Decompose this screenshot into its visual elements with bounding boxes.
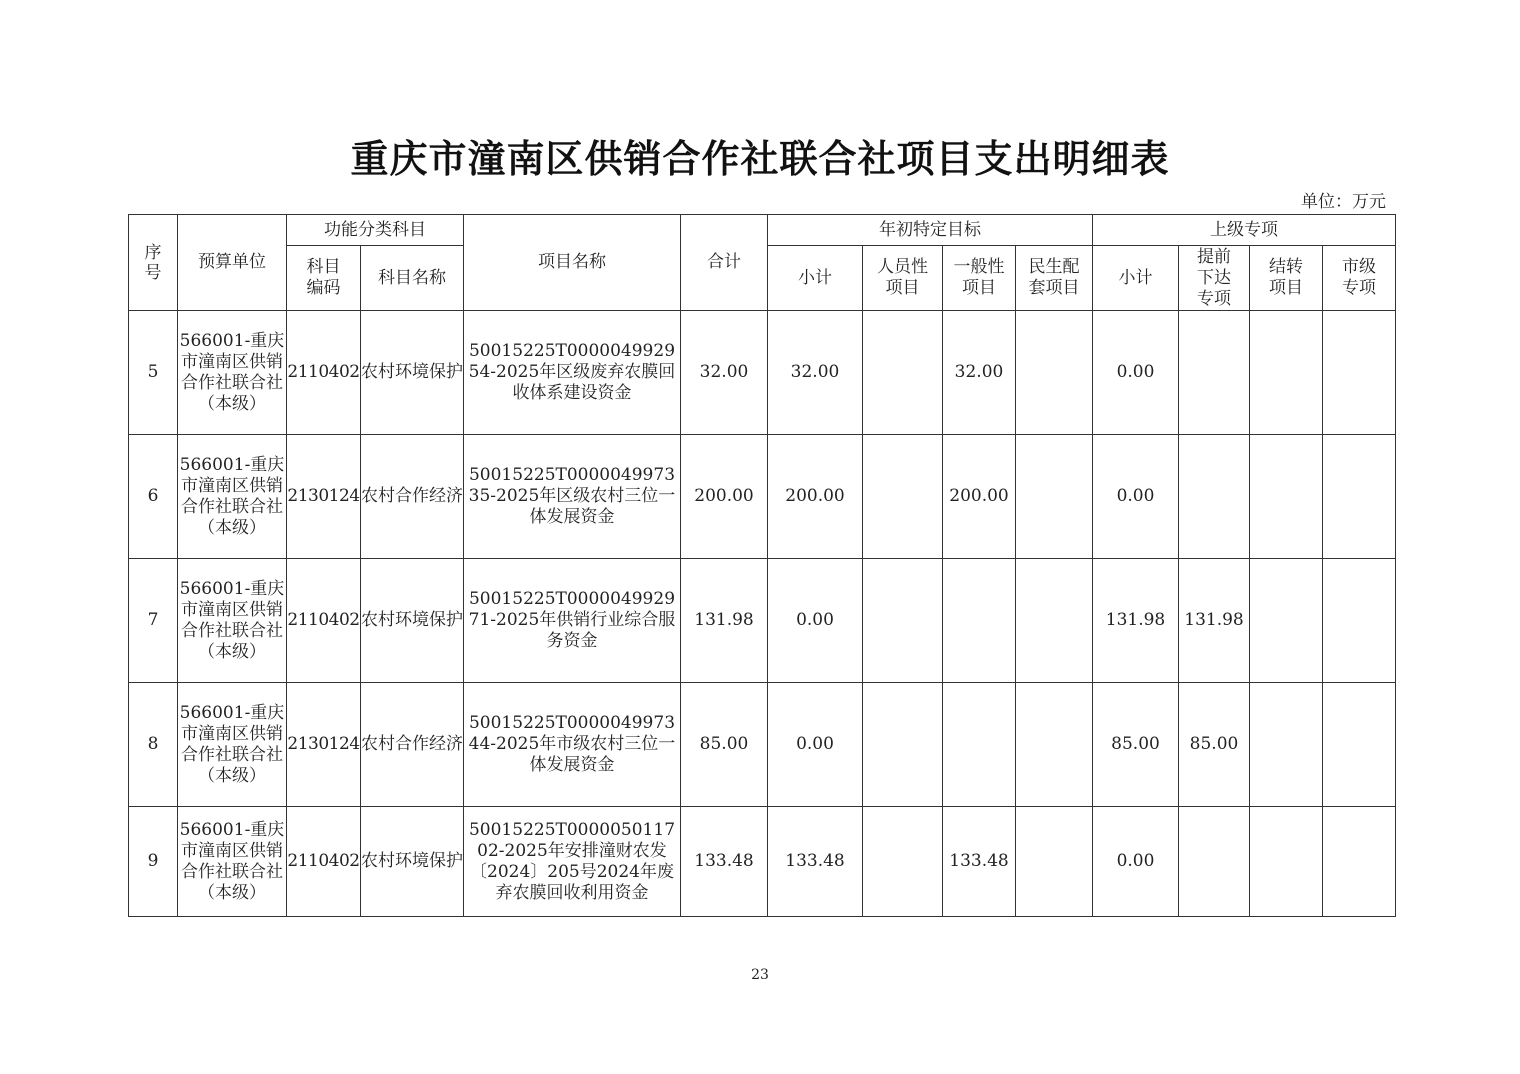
seq-cell: 7 [129,559,178,683]
total-cell: 200.00 [681,435,768,559]
general-cell: 32.00 [943,311,1016,435]
subject-code-cell: 2130124 [287,683,361,807]
budget-unit-cell: 566001-重庆市潼南区供销合作社联合社（本级） [178,807,287,917]
header-func-group: 功能分类科目 [287,215,464,246]
total-cell: 32.00 [681,311,768,435]
seq-cell: 6 [129,435,178,559]
budget-unit-cell: 566001-重庆市潼南区供销合作社联合社（本级） [178,683,287,807]
carryover-cell [1250,311,1323,435]
personnel-cell [863,807,943,917]
city-cell [1323,435,1396,559]
subject-name-cell: 农村合作经济 [361,683,464,807]
header-row-1 [129,215,1396,246]
header-annual-subtotal: 小计 [768,246,863,311]
city-cell [1323,311,1396,435]
subject-name-cell: 农村环境保护 [361,559,464,683]
annual-subtotal-cell: 200.00 [768,435,863,559]
annual-subtotal-cell: 0.00 [768,683,863,807]
budget-unit-cell: 566001-重庆市潼南区供销合作社联合社（本级） [178,311,287,435]
general-cell [943,683,1016,807]
carryover-cell [1250,435,1323,559]
advance-cell: 131.98 [1179,559,1250,683]
project-name-cell: 50015225T000005011702-2025年安排潼财农发〔2024〕205号2024年废弃农膜回收利用资金 [464,807,681,917]
city-cell [1323,683,1396,807]
header-advance: 提前下达专项 [1179,246,1250,311]
livelihood-cell [1016,559,1093,683]
project-name-cell: 50015225T000004992971-2025年供销行业综合服务资金 [464,559,681,683]
header-personnel: 人员性项目 [863,246,943,311]
subject-name-cell: 农村环境保护 [361,807,464,917]
upper-subtotal-cell: 0.00 [1093,311,1179,435]
personnel-cell [863,435,943,559]
table-row [129,559,1396,683]
subject-code-cell: 2110402 [287,311,361,435]
header-subject-name: 科目名称 [361,246,464,311]
annual-subtotal-cell: 32.00 [768,311,863,435]
upper-subtotal-cell: 0.00 [1093,435,1179,559]
header-annual-group: 年初特定目标 [768,215,1093,246]
project-name-cell: 50015225T000004997344-2025年市级农村三位一体发展资金 [464,683,681,807]
budget-unit-cell: 566001-重庆市潼南区供销合作社联合社（本级） [178,435,287,559]
table-row [129,683,1396,807]
subject-name-cell: 农村环境保护 [361,311,464,435]
general-cell: 200.00 [943,435,1016,559]
carryover-cell [1250,807,1323,917]
header-project-name: 项目名称 [464,215,681,311]
header-upper-group: 上级专项 [1093,215,1396,246]
subject-name-cell: 农村合作经济 [361,435,464,559]
advance-cell [1179,807,1250,917]
header-seq: 序号 [129,215,178,311]
header-total: 合计 [681,215,768,311]
unit-label: 单位：万元 [1301,192,1386,212]
subject-code-cell: 2110402 [287,807,361,917]
header-subject-code: 科目编码 [287,246,361,311]
table-row [129,807,1396,917]
advance-cell [1179,311,1250,435]
livelihood-cell [1016,435,1093,559]
table-row [129,311,1396,435]
expenditure-table [128,214,1396,917]
annual-subtotal-cell: 133.48 [768,807,863,917]
table-row [129,435,1396,559]
advance-cell [1179,435,1250,559]
livelihood-cell [1016,311,1093,435]
carryover-cell [1250,683,1323,807]
header-city: 市级专项 [1323,246,1396,311]
general-cell: 133.48 [943,807,1016,917]
subject-code-cell: 2110402 [287,559,361,683]
subject-code-cell: 2130124 [287,435,361,559]
personnel-cell [863,311,943,435]
upper-subtotal-cell: 85.00 [1093,683,1179,807]
header-carryover: 结转项目 [1250,246,1323,311]
advance-cell: 85.00 [1179,683,1250,807]
total-cell: 85.00 [681,683,768,807]
city-cell [1323,559,1396,683]
header-livelihood: 民生配套项目 [1016,246,1093,311]
total-cell: 133.48 [681,807,768,917]
city-cell [1323,807,1396,917]
header-upper-subtotal: 小计 [1093,246,1179,311]
livelihood-cell [1016,683,1093,807]
header-general: 一般性项目 [943,246,1016,311]
upper-subtotal-cell: 0.00 [1093,807,1179,917]
general-cell [943,559,1016,683]
total-cell: 131.98 [681,559,768,683]
seq-cell: 8 [129,683,178,807]
seq-cell: 5 [129,311,178,435]
header-budget-unit: 预算单位 [178,215,287,311]
seq-cell: 9 [129,807,178,917]
page-title: 重庆市潼南区供销合作社联合社项目支出明细表 [350,136,1170,181]
page-number: 23 [751,967,769,983]
project-name-cell: 50015225T000004992954-2025年区级废弃农膜回收体系建设资金 [464,311,681,435]
personnel-cell [863,683,943,807]
project-name-cell: 50015225T000004997335-2025年区级农村三位一体发展资金 [464,435,681,559]
upper-subtotal-cell: 131.98 [1093,559,1179,683]
carryover-cell [1250,559,1323,683]
budget-unit-cell: 566001-重庆市潼南区供销合作社联合社（本级） [178,559,287,683]
livelihood-cell [1016,807,1093,917]
personnel-cell [863,559,943,683]
annual-subtotal-cell: 0.00 [768,559,863,683]
